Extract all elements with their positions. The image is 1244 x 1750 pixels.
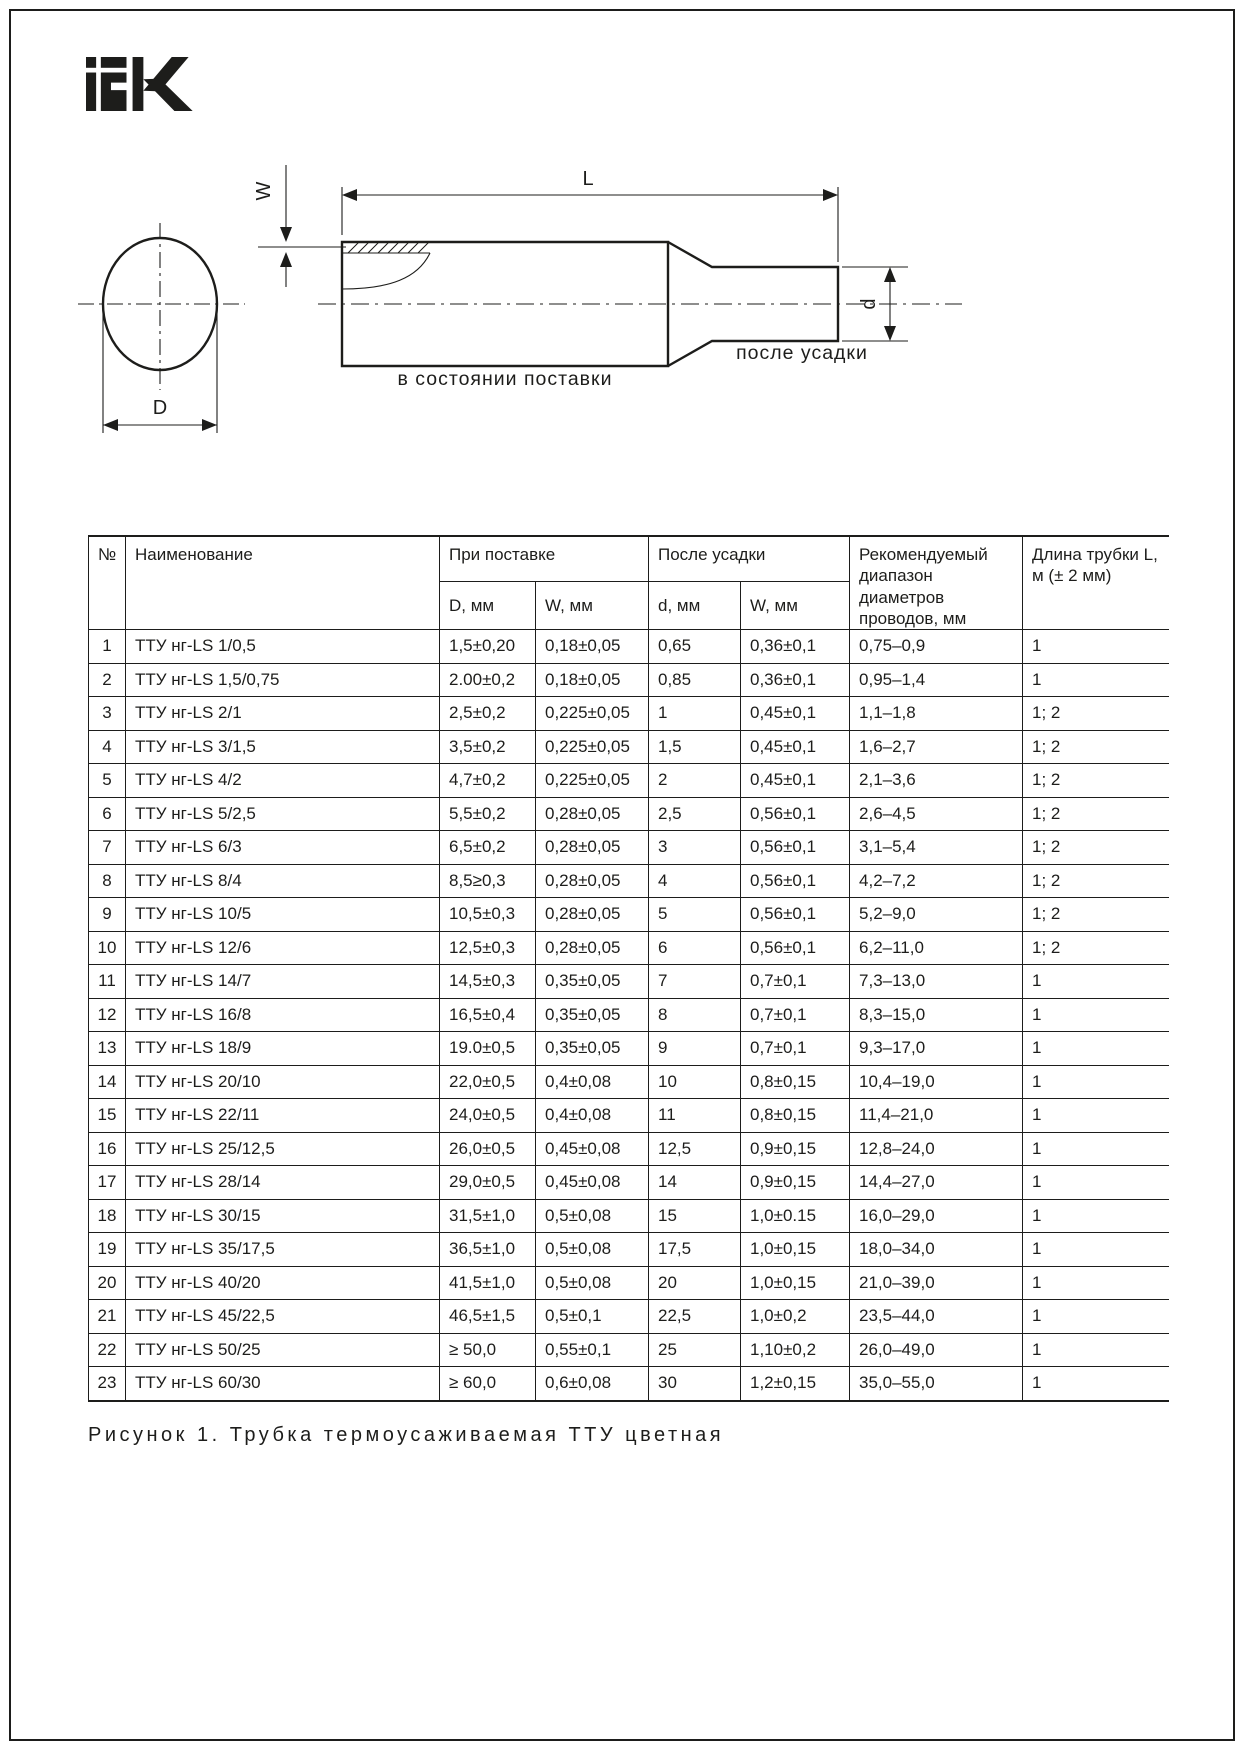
table-cell: 0,7±0,1	[741, 965, 850, 999]
dimension-arrowheads	[103, 189, 896, 431]
table-cell: 12	[89, 998, 126, 1032]
table-cell: 4,7±0,2	[440, 764, 536, 798]
table-cell: 1; 2	[1023, 764, 1169, 798]
table-cell: 0,18±0,05	[536, 630, 649, 664]
table-cell: 1	[1023, 1166, 1169, 1200]
table-row	[89, 1300, 1169, 1334]
table-cell: ТТУ нг-LS 4/2	[126, 764, 440, 798]
table-cell: 0,35±0,05	[536, 965, 649, 999]
table-row	[89, 965, 1169, 999]
table-cell: 14,4–27,0	[850, 1166, 1023, 1200]
table-cell: 8	[649, 998, 741, 1032]
table-cell: ТТУ нг-LS 3/1,5	[126, 730, 440, 764]
table-cell: 1,6–2,7	[850, 730, 1023, 764]
table-row	[89, 864, 1169, 898]
table-cell: 0,75–0,9	[850, 630, 1023, 664]
table-cell: 23,5–44,0	[850, 1300, 1023, 1334]
table-cell: ТТУ нг-LS 16/8	[126, 998, 440, 1032]
table-cell: 6	[89, 797, 126, 831]
table-row	[89, 1233, 1169, 1267]
table-cell: 2,5±0,2	[440, 697, 536, 731]
table-cell: 0,56±0,1	[741, 831, 850, 865]
table-cell: 26,0±0,5	[440, 1132, 536, 1166]
table-cell: 22,5	[649, 1300, 741, 1334]
table-cell: 0,35±0,05	[536, 1032, 649, 1066]
table-cell: 6,2–11,0	[850, 931, 1023, 965]
table-cell: 13	[89, 1032, 126, 1066]
table-body	[89, 630, 1169, 1401]
table-cell: 6,5±0,2	[440, 831, 536, 865]
table-cell: 14,5±0,3	[440, 965, 536, 999]
table-cell: 0,225±0,05	[536, 764, 649, 798]
table-cell: 5,5±0,2	[440, 797, 536, 831]
table-cell: 0,4±0,08	[536, 1065, 649, 1099]
table-cell: 1; 2	[1023, 864, 1169, 898]
table-cell: ТТУ нг-LS 25/12,5	[126, 1132, 440, 1166]
table-row	[89, 630, 1169, 664]
table-cell: 7	[649, 965, 741, 999]
figure-caption: Рисунок 1. Трубка термоусаживаемая ТТУ цветная	[88, 1424, 725, 1446]
table-cell: 2,5	[649, 797, 741, 831]
table-row	[89, 1065, 1169, 1099]
table-cell: ТТУ нг-LS 6/3	[126, 831, 440, 865]
table-cell: 46,5±1,5	[440, 1300, 536, 1334]
label-d-big: D	[152, 397, 168, 419]
table-cell: 8	[89, 864, 126, 898]
table-cell: ТТУ нг-LS 8/4	[126, 864, 440, 898]
table-cell: 20	[89, 1266, 126, 1300]
table-cell: 15	[649, 1199, 741, 1233]
table-cell: 21,0–39,0	[850, 1266, 1023, 1300]
table-cell: 1,0±0,2	[741, 1300, 850, 1334]
table-cell: 3	[649, 831, 741, 865]
table-row	[89, 1333, 1169, 1367]
table-cell: 1,2±0,15	[741, 1367, 850, 1401]
table-cell: ≥ 50,0	[440, 1333, 536, 1367]
table-cell: 36,5±1,0	[440, 1233, 536, 1267]
table-cell: 21	[89, 1300, 126, 1334]
table-cell: 0,45±0,08	[536, 1132, 649, 1166]
header-name: Наименование	[126, 536, 440, 630]
table-row	[89, 730, 1169, 764]
table-row	[89, 831, 1169, 865]
table-cell: 16,5±0,4	[440, 998, 536, 1032]
table-cell: 7,3–13,0	[850, 965, 1023, 999]
header-group-shrunk: После усадки	[649, 536, 850, 582]
table-cell: 11	[89, 965, 126, 999]
table-cell: 1,0±0,15	[741, 1233, 850, 1267]
table-cell: 1	[1023, 1065, 1169, 1099]
table-cell: 1; 2	[1023, 797, 1169, 831]
table-cell: ТТУ нг-LS 22/11	[126, 1099, 440, 1133]
table-cell: 0,5±0,08	[536, 1266, 649, 1300]
table-cell: 1	[1023, 630, 1169, 664]
table-row	[89, 898, 1169, 932]
table-cell: 0,65	[649, 630, 741, 664]
table-cell: 0,8±0,15	[741, 1099, 850, 1133]
table-cell: 4	[89, 730, 126, 764]
table-cell: 0,9±0,15	[741, 1132, 850, 1166]
header-tube-length: Длина трубки L, м (± 2 мм)	[1023, 536, 1169, 630]
table-cell: ТТУ нг-LS 2/1	[126, 697, 440, 731]
table-row	[89, 1199, 1169, 1233]
table-cell: 1; 2	[1023, 831, 1169, 865]
table-cell: 4	[649, 864, 741, 898]
table-cell: 0,28±0,05	[536, 931, 649, 965]
table-cell: 11	[649, 1099, 741, 1133]
table-row	[89, 1099, 1169, 1133]
table-cell: 12,5±0,3	[440, 931, 536, 965]
table-cell: ТТУ нг-LS 50/25	[126, 1333, 440, 1367]
table-cell: 9	[89, 898, 126, 932]
dimension-L	[342, 187, 838, 262]
label-l: L	[582, 168, 594, 190]
table-row	[89, 1166, 1169, 1200]
table-cell: 0,56±0,1	[741, 898, 850, 932]
table-cell: 0,36±0,1	[741, 630, 850, 664]
table-cell: ТТУ нг-LS 45/22,5	[126, 1300, 440, 1334]
table-cell: ТТУ нг-LS 14/7	[126, 965, 440, 999]
table-cell: 6	[649, 931, 741, 965]
table-cell: 1	[1023, 663, 1169, 697]
table-cell: 0,5±0,08	[536, 1199, 649, 1233]
table-cell: 18	[89, 1199, 126, 1233]
table-cell: 0,45±0,1	[741, 730, 850, 764]
table-cell: 1,1–1,8	[850, 697, 1023, 731]
table-cell: 10,4–19,0	[850, 1065, 1023, 1099]
table-cell: ТТУ нг-LS 1,5/0,75	[126, 663, 440, 697]
table-cell: 25	[649, 1333, 741, 1367]
table-cell: 1	[1023, 1199, 1169, 1233]
table-cell: 1; 2	[1023, 730, 1169, 764]
table-cell: 8,5≥0,3	[440, 864, 536, 898]
table-row	[89, 1132, 1169, 1166]
table-row	[89, 1266, 1169, 1300]
table-cell: ТТУ нг-LS 60/30	[126, 1367, 440, 1401]
table-cell: 0,6±0,08	[536, 1367, 649, 1401]
table-cell: 0,45±0,1	[741, 764, 850, 798]
table-cell: 1; 2	[1023, 931, 1169, 965]
table-cell: 4,2–7,2	[850, 864, 1023, 898]
table-cell: 17	[89, 1166, 126, 1200]
table-cell: 3	[89, 697, 126, 731]
table-cell: 10	[89, 931, 126, 965]
table-cell: 31,5±1,0	[440, 1199, 536, 1233]
table-cell: 0,4±0,08	[536, 1099, 649, 1133]
subheader-d-mm: d, мм	[649, 582, 741, 630]
table-cell: 23	[89, 1367, 126, 1401]
table-cell: 0,225±0,05	[536, 730, 649, 764]
table-cell: 0,28±0,05	[536, 898, 649, 932]
subheader-D-mm: D, мм	[440, 582, 536, 630]
table-cell: 22,0±0,5	[440, 1065, 536, 1099]
table-cell: 0,56±0,1	[741, 864, 850, 898]
table-cell: 0,5±0,1	[536, 1300, 649, 1334]
label-d-small: d	[858, 298, 880, 310]
table-cell: ≥ 60,0	[440, 1367, 536, 1401]
table-row	[89, 1367, 1169, 1401]
table-cell: 3,5±0,2	[440, 730, 536, 764]
table-cell: 0,45±0,08	[536, 1166, 649, 1200]
table-cell: 0,7±0,1	[741, 1032, 850, 1066]
table-row	[89, 1032, 1169, 1066]
table-cell: 8,3–15,0	[850, 998, 1023, 1032]
table-cell: 0,5±0,08	[536, 1233, 649, 1267]
table-cell: 19.0±0,5	[440, 1032, 536, 1066]
table-cell: 12,5	[649, 1132, 741, 1166]
table-row	[89, 998, 1169, 1032]
subheader-W-mm-shrunk: W, мм	[741, 582, 850, 630]
table-cell: 1	[1023, 1300, 1169, 1334]
table-cell: 2.00±0,2	[440, 663, 536, 697]
subheader-W-mm-supply: W, мм	[536, 582, 649, 630]
table-cell: ТТУ нг-LS 28/14	[126, 1166, 440, 1200]
iek-logo	[86, 57, 194, 111]
spec-table	[88, 535, 1169, 1402]
table-cell: 5	[89, 764, 126, 798]
label-supply-state: в состоянии поставки	[397, 368, 613, 390]
table-cell: 1; 2	[1023, 898, 1169, 932]
table-row	[89, 931, 1169, 965]
table-cell: 0,8±0,15	[741, 1065, 850, 1099]
table-cell: 1	[649, 697, 741, 731]
header-number: №	[89, 536, 126, 630]
table-cell: 29,0±0,5	[440, 1166, 536, 1200]
table-cell: ТТУ нг-LS 35/17,5	[126, 1233, 440, 1267]
table-cell: 2	[89, 663, 126, 697]
spec-table-wrap	[88, 535, 1168, 1402]
table-cell: 11,4–21,0	[850, 1099, 1023, 1133]
table-cell: 1	[1023, 998, 1169, 1032]
table-row	[89, 764, 1169, 798]
table-cell: 22	[89, 1333, 126, 1367]
table-cell: 1	[1023, 1032, 1169, 1066]
table-cell: 41,5±1,0	[440, 1266, 536, 1300]
table-cell: 10	[649, 1065, 741, 1099]
table-cell: 20	[649, 1266, 741, 1300]
table-cell: 0,18±0,05	[536, 663, 649, 697]
table-cell: 0,225±0,05	[536, 697, 649, 731]
table-cell: 5	[649, 898, 741, 932]
table-cell: 3,1–5,4	[850, 831, 1023, 865]
label-w: W	[253, 181, 275, 201]
table-cell: 0,7±0,1	[741, 998, 850, 1032]
table-cell: 0,28±0,05	[536, 831, 649, 865]
table-cell: 1	[89, 630, 126, 664]
table-cell: 18,0–34,0	[850, 1233, 1023, 1267]
table-cell: 1	[1023, 1132, 1169, 1166]
table-cell: 30	[649, 1367, 741, 1401]
table-cell: 0,85	[649, 663, 741, 697]
table-cell: 5,2–9,0	[850, 898, 1023, 932]
table-cell: 1,0±0.15	[741, 1199, 850, 1233]
table-cell: 0,35±0,05	[536, 998, 649, 1032]
table-cell: 24,0±0,5	[440, 1099, 536, 1133]
table-cell: 1	[1023, 1099, 1169, 1133]
table-cell: 9,3–17,0	[850, 1032, 1023, 1066]
table-cell: 16,0–29,0	[850, 1199, 1023, 1233]
table-cell: 1,5±0,20	[440, 630, 536, 664]
table-cell: 14	[89, 1065, 126, 1099]
table-cell: ТТУ нг-LS 1/0,5	[126, 630, 440, 664]
table-cell: 0,56±0,1	[741, 931, 850, 965]
table-cell: 1,5	[649, 730, 741, 764]
table-cell: ТТУ нг-LS 30/15	[126, 1199, 440, 1233]
table-cell: 35,0–55,0	[850, 1367, 1023, 1401]
table-cell: 7	[89, 831, 126, 865]
table-cell: 0,55±0,1	[536, 1333, 649, 1367]
table-cell: 10,5±0,3	[440, 898, 536, 932]
table-cell: 1	[1023, 1333, 1169, 1367]
table-cell: ТТУ нг-LS 18/9	[126, 1032, 440, 1066]
table-cell: 1	[1023, 1367, 1169, 1401]
table-cell: 15	[89, 1099, 126, 1133]
table-cell: 14	[649, 1166, 741, 1200]
table-cell: 9	[649, 1032, 741, 1066]
table-cell: 17,5	[649, 1233, 741, 1267]
table-cell: ТТУ нг-LS 12/6	[126, 931, 440, 965]
table-cell: 1	[1023, 1266, 1169, 1300]
table-row	[89, 697, 1169, 731]
table-row	[89, 663, 1169, 697]
table-cell: ТТУ нг-LS 20/10	[126, 1065, 440, 1099]
table-cell: 1,10±0,2	[741, 1333, 850, 1367]
table-cell: 12,8–24,0	[850, 1132, 1023, 1166]
table-cell: 0,28±0,05	[536, 797, 649, 831]
table-cell: 1,0±0,15	[741, 1266, 850, 1300]
table-cell: 2,1–3,6	[850, 764, 1023, 798]
table-row	[89, 797, 1169, 831]
dimension-drawing	[0, 135, 1244, 485]
table-cell: 1	[1023, 1233, 1169, 1267]
table-cell: ТТУ нг-LS 40/20	[126, 1266, 440, 1300]
table-cell: 1; 2	[1023, 697, 1169, 731]
table-cell: ТТУ нг-LS 10/5	[126, 898, 440, 932]
table-cell: 2,6–4,5	[850, 797, 1023, 831]
table-header	[89, 536, 1169, 630]
table-cell: 19	[89, 1233, 126, 1267]
table-cell: 0,45±0,1	[741, 697, 850, 731]
table-cell: 26,0–49,0	[850, 1333, 1023, 1367]
header-wire-range: Рекомендуемый диапазон диаметров проводов, мм	[850, 536, 1023, 630]
table-cell: 0,9±0,15	[741, 1166, 850, 1200]
label-after-shrink: после усадки	[736, 342, 868, 364]
table-cell: 2	[649, 764, 741, 798]
table-cell: 0,28±0,05	[536, 864, 649, 898]
table-cell: ТТУ нг-LS 5/2,5	[126, 797, 440, 831]
table-cell: 0,95–1,4	[850, 663, 1023, 697]
table-cell: 1	[1023, 965, 1169, 999]
header-group-supply: При поставке	[440, 536, 649, 582]
table-cell: 0,56±0,1	[741, 797, 850, 831]
table-cell: 16	[89, 1132, 126, 1166]
table-cell: 0,36±0,1	[741, 663, 850, 697]
